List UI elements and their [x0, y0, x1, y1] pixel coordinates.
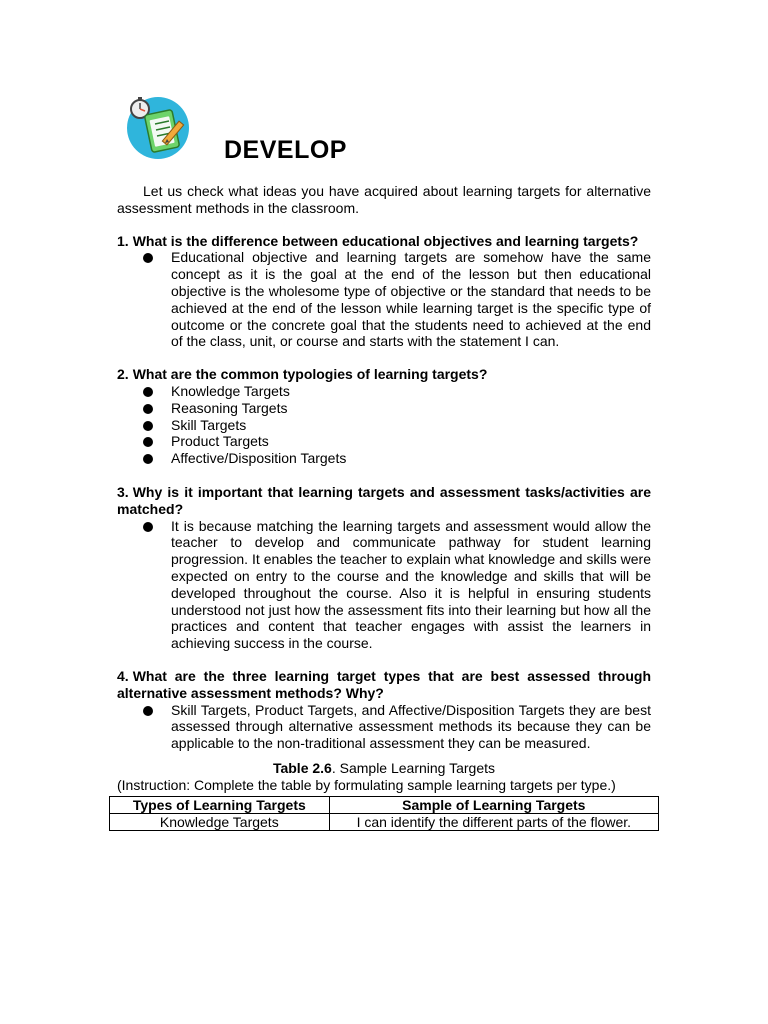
bullet-icon: [143, 387, 153, 397]
list-item: Skill Targets, Product Targets, and Affective/Disposition Targets they are best assessed through alternative assessment methods its because they can be applicable to the non-traditional assessment they can be measured.: [117, 702, 651, 752]
question-number: 4.: [117, 667, 129, 684]
bullet-icon: [143, 437, 153, 447]
worksheet-body: [117, 183, 651, 831]
answer-list-1: [117, 249, 651, 350]
stopwatch-checklist-icon: [118, 92, 200, 160]
column-header: Sample of Learning Targets: [329, 796, 658, 813]
question-2: [117, 366, 651, 383]
question-number: 1.: [117, 232, 129, 249]
question-text: Why is it important that learning targets and assessment tasks/activities are matched?: [117, 483, 651, 517]
answer-list-2: [117, 383, 651, 467]
list-item: Knowledge Targets: [117, 383, 651, 400]
list-item: Product Targets: [117, 433, 651, 450]
bullet-icon: [143, 404, 153, 414]
list-item: Affective/Disposition Targets: [117, 450, 651, 467]
question-4: [117, 668, 651, 702]
answer-list-3: [117, 518, 651, 652]
question-3: [117, 484, 651, 518]
column-header: Types of Learning Targets: [110, 796, 330, 813]
list-item: Reasoning Targets: [117, 400, 651, 417]
table-cell: Knowledge Targets: [110, 813, 330, 830]
question-text: What is the difference between educational objectives and learning targets?: [132, 232, 639, 249]
question-number: 2.: [117, 366, 129, 383]
list-item: Educational objective and learning targets are somehow have the same concept as it is the goal at the end of the lesson but then educational objective is the wholesome type of objective or the standard that needs to be achieved at the end of the lesson while learning target is the specific type of outcome or the concrete goal that the students need to achieved at the end of the class, unit, or course and starts with the statement I can.: [117, 249, 651, 350]
list-item: Skill Targets: [117, 417, 651, 434]
table-row: [110, 813, 659, 830]
bullet-icon: [143, 706, 153, 716]
answer-list-4: [117, 702, 651, 752]
list-item: It is because matching the learning targets and assessment would allow the teacher to develop and communicate pathway for student learning progression. It enables the teacher to explain what knowledge and skills were expected on entry to the course and the knowledge and skills that will be developed throughout the course. Also it is helpful in ensuring students understood not just how the assessment fits into their learning but how all the practices and content that teacher engages with assist the learners in achieving success in the course.: [117, 518, 651, 652]
bullet-icon: [143, 522, 153, 532]
bullet-icon: [143, 253, 153, 263]
table-caption: Table 2.6. Sample Learning Targets: [272, 759, 496, 776]
bullet-icon: [143, 421, 153, 431]
table-header-row: [110, 796, 659, 813]
table-cell: I can identify the different parts of the flower.: [329, 813, 658, 830]
question-text: What are the common typologies of learning targets?: [132, 366, 488, 383]
intro-paragraph: Let us check what ideas you have acquired about learning targets for alternative assessment methods in the classroom.: [117, 183, 651, 216]
table-instruction: (Instruction: Complete the table by formulating sample learning targets per type.): [117, 776, 616, 793]
learning-targets-table: [109, 796, 659, 831]
question-number: 3.: [117, 483, 129, 500]
bullet-icon: [143, 454, 153, 464]
question-text: What are the three learning target types that are best assessed through alternative assessment methods? Why?: [117, 667, 651, 701]
question-1: [117, 233, 651, 250]
section-heading: DEVELOP: [224, 136, 347, 164]
